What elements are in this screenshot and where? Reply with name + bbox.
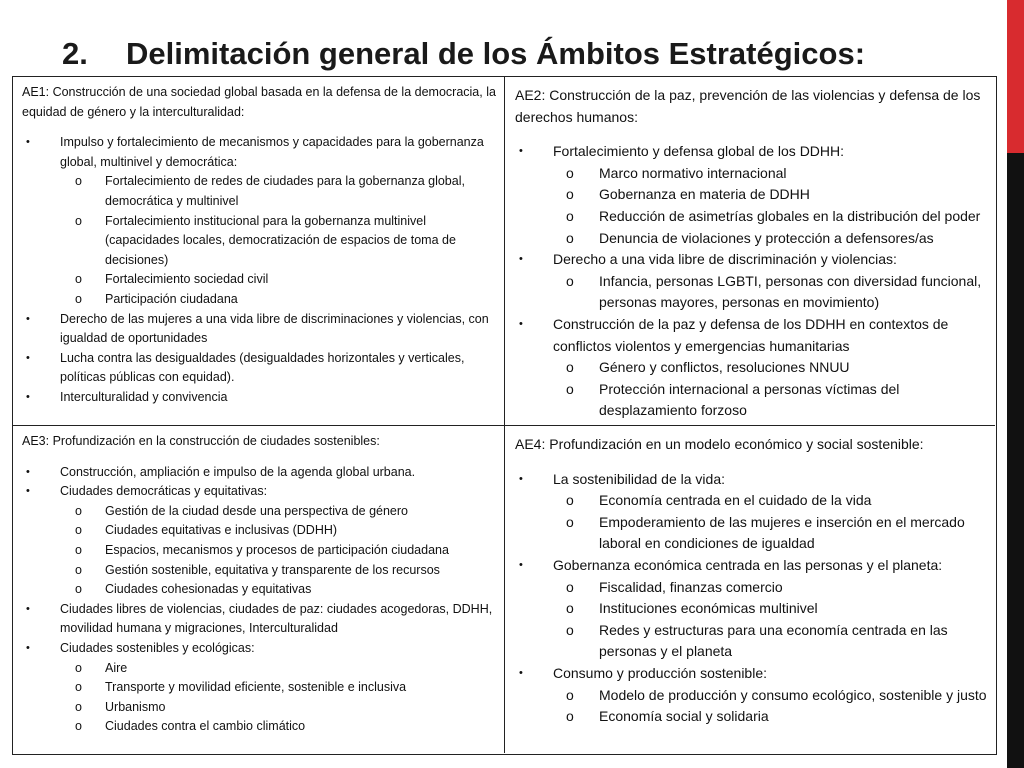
- bullet-item: [22, 310, 496, 349]
- item-text: Economía centrada en el cuidado de la vida: [599, 492, 872, 509]
- cell-ae1: [13, 77, 505, 426]
- cell-ae3: [13, 426, 505, 753]
- sub-bullet-item: [22, 521, 496, 541]
- sub-bullet-icon: o: [566, 600, 574, 617]
- item-text: Aire: [105, 660, 128, 675]
- bullet-item: [22, 639, 496, 659]
- sub-bullet-icon: o: [75, 582, 82, 597]
- sub-bullet-icon: o: [566, 513, 574, 530]
- bullet-icon: •: [519, 472, 523, 485]
- bullet-item: [515, 141, 989, 163]
- sub-bullet-item: [22, 717, 496, 737]
- sub-bullet-item: [22, 502, 496, 522]
- sub-bullet-item: [515, 706, 989, 728]
- item-text: Ciudades contra el cambio climático: [105, 719, 306, 734]
- sub-bullet-icon: o: [566, 708, 574, 725]
- sub-bullet-item: [515, 228, 989, 250]
- item-text: Ciudades sostenibles y ecológicas:: [60, 640, 255, 655]
- item-text: Gestión de la ciudad desde una perspectiva de género: [105, 503, 408, 518]
- cell-ae2: [505, 77, 995, 426]
- cell-ae4: [505, 426, 995, 753]
- bullet-icon: •: [519, 558, 523, 571]
- cell-ae4-content: [505, 426, 995, 728]
- item-text: Urbanismo: [105, 699, 166, 714]
- sub-bullet-icon: o: [566, 578, 574, 595]
- bullet-item: [22, 482, 496, 502]
- sub-bullet-icon: o: [75, 523, 82, 538]
- sub-bullet-item: [22, 270, 496, 290]
- cell-items: [515, 141, 989, 422]
- bullet-icon: •: [26, 641, 30, 654]
- bullet-icon: •: [26, 485, 30, 498]
- sub-bullet-item: [22, 541, 496, 561]
- sub-bullet-icon: o: [75, 174, 82, 189]
- cell-ae3-content: [13, 426, 504, 737]
- sub-bullet-item: [22, 212, 496, 271]
- item-text: Economía social y solidaria: [599, 708, 769, 725]
- bullet-icon: •: [519, 145, 523, 158]
- sub-bullet-item: [515, 490, 989, 512]
- sub-bullet-item: [22, 290, 496, 310]
- sub-bullet-icon: o: [75, 699, 82, 714]
- sub-bullet-item: [515, 357, 989, 379]
- item-text: Ciudades equitativas e inclusivas (DDHH): [105, 523, 338, 538]
- sub-bullet-item: [22, 580, 496, 600]
- cell-items: [22, 463, 496, 737]
- sub-bullet-icon: o: [566, 186, 574, 203]
- sub-bullet-item: [22, 561, 496, 581]
- bullet-item: [515, 249, 989, 271]
- bullet-icon: •: [26, 312, 30, 325]
- item-text: Ciudades cohesionadas y equitativas: [105, 582, 312, 597]
- item-text: Ciudades democráticas y equitativas:: [60, 484, 268, 499]
- bullet-icon: •: [26, 136, 30, 149]
- bullet-icon: •: [519, 253, 523, 266]
- sub-bullet-icon: o: [566, 686, 574, 703]
- item-text: Modelo de producción y consumo ecológico, sostenible y justo: [599, 686, 987, 703]
- item-text: Participación ciudadana: [105, 291, 238, 306]
- item-text: Gobernanza en materia de DDHH: [599, 186, 810, 203]
- bullet-item: [515, 663, 989, 685]
- bullet-item: [22, 349, 496, 388]
- sub-bullet-icon: o: [75, 660, 82, 675]
- sub-bullet-item: [515, 620, 989, 663]
- bullet-item: [515, 314, 989, 357]
- sub-bullet-icon: o: [75, 291, 82, 306]
- bullet-icon: •: [519, 317, 523, 330]
- bullet-item: [22, 463, 496, 483]
- item-text: Fortalecimiento institucional para la gobernanza multinivel (capacidades locales, democratización de espacios de toma de decisiones): [105, 213, 456, 267]
- bullet-icon: •: [519, 666, 523, 679]
- item-text: La sostenibilidad de la vida:: [553, 470, 726, 487]
- sub-bullet-icon: o: [75, 680, 82, 695]
- sub-bullet-item: [22, 659, 496, 679]
- item-text: Interculturalidad y convivencia: [60, 389, 228, 404]
- item-text: Reducción de asimetrías globales en la distribución del poder: [599, 207, 981, 224]
- cell-heading: AE1: Construcción de una sociedad global basada en la defensa de la democracia, la equidad de género y la interculturalidad:: [22, 85, 496, 119]
- item-text: Gobernanza económica centrada en las personas y el planeta:: [553, 556, 943, 573]
- sub-bullet-item: [22, 172, 496, 211]
- slide-title: [62, 36, 865, 72]
- accent-bar-black: [1007, 153, 1024, 768]
- sub-bullet-item: [22, 678, 496, 698]
- item-text: Fiscalidad, finanzas comercio: [599, 578, 783, 595]
- item-text: Infancia, personas LGBTI, personas con diversidad funcional, personas mayores, personas en movimiento): [599, 272, 982, 311]
- sub-bullet-icon: o: [566, 272, 574, 289]
- slide-title-text: Delimitación general de los Ámbitos Estratégicos:: [126, 36, 866, 71]
- item-text: Fortalecimiento sociedad civil: [105, 272, 269, 287]
- item-text: Derecho a una vida libre de discriminación y violencias:: [553, 251, 897, 268]
- sub-bullet-icon: o: [566, 380, 574, 397]
- sub-bullet-item: [515, 685, 989, 707]
- sub-bullet-item: [515, 184, 989, 206]
- cell-items: [22, 133, 496, 407]
- sub-bullet-icon: o: [566, 359, 574, 376]
- sub-bullet-icon: o: [75, 213, 82, 228]
- sub-bullet-icon: o: [566, 621, 574, 638]
- item-text: Fortalecimiento de redes de ciudades para la gobernanza global, democrática y multinivel: [105, 174, 465, 208]
- sub-bullet-icon: o: [75, 562, 82, 577]
- sub-bullet-item: [515, 379, 989, 422]
- item-text: Gestión sostenible, equitativa y transparente de los recursos: [105, 562, 440, 577]
- sub-bullet-item: [515, 206, 989, 228]
- bullet-icon: •: [26, 602, 30, 615]
- slide-title-number: 2.: [62, 36, 88, 71]
- item-text: Espacios, mecanismos y procesos de participación ciudadana: [105, 542, 449, 557]
- sub-bullet-icon: o: [75, 272, 82, 287]
- bullet-item: [22, 388, 496, 408]
- bullet-icon: •: [26, 465, 30, 478]
- item-text: Lucha contra las desigualdades (desigualdades horizontales y verticales, políticas públicas con equidad).: [60, 350, 465, 385]
- bullet-item: [515, 555, 989, 577]
- cell-heading: AE4: Profundización en un modelo económico y social sostenible:: [515, 436, 924, 452]
- item-text: Empoderamiento de las mujeres e inserción en el mercado laboral en condiciones de igualdad: [599, 513, 965, 552]
- sub-bullet-item: [515, 598, 989, 620]
- bullet-item: [22, 600, 496, 639]
- bullet-item: [22, 133, 496, 172]
- sub-bullet-item: [515, 577, 989, 599]
- item-text: Construcción de la paz y defensa de los DDHH en contextos de conflictos violentos y emergencias humanitarias: [553, 315, 949, 354]
- item-text: Fortalecimiento y defensa global de los DDHH:: [553, 143, 845, 160]
- bullet-icon: •: [26, 351, 30, 364]
- item-text: Construcción, ampliación e impulso de la agenda global urbana.: [60, 464, 416, 479]
- bullet-icon: •: [26, 390, 30, 403]
- item-text: Protección internacional a personas víctimas del desplazamiento forzoso: [599, 380, 900, 419]
- sub-bullet-item: [515, 163, 989, 185]
- item-text: Derecho de las mujeres a una vida libre de discriminaciones y violencias, con igualdad de oportunidades: [60, 311, 489, 346]
- sub-bullet-icon: o: [566, 164, 574, 181]
- cell-ae2-content: [505, 77, 995, 422]
- item-text: Ciudades libres de violencias, ciudades de paz: ciudades acogedoras, DDHH, movilidad humana y migraciones, Interculturalidad: [60, 601, 493, 636]
- sub-bullet-icon: o: [75, 719, 82, 734]
- item-text: Consumo y producción sostenible:: [553, 664, 768, 681]
- item-text: Transporte y movilidad eficiente, sostenible e inclusiva: [105, 680, 407, 695]
- sub-bullet-icon: o: [566, 492, 574, 509]
- item-text: Género y conflictos, resoluciones NNUU: [599, 359, 850, 376]
- item-text: Impulso y fortalecimiento de mecanismos y capacidades para la gobernanza global, multinivel y democrática:: [60, 135, 484, 169]
- cell-ae1-content: [13, 77, 504, 408]
- sub-bullet-item: [22, 698, 496, 718]
- sub-bullet-icon: o: [566, 207, 574, 224]
- accent-bar-red: [1007, 0, 1024, 153]
- sub-bullet-icon: o: [75, 503, 82, 518]
- sub-bullet-item: [515, 512, 989, 555]
- cell-items: [515, 469, 989, 728]
- sub-bullet-icon: o: [566, 229, 574, 246]
- cell-heading: AE2: Construcción de la paz, prevención de las violencias y defensa de los derechos humanos:: [515, 87, 981, 125]
- sub-bullet-item: [515, 271, 989, 314]
- strategic-areas-table: [12, 76, 997, 755]
- bullet-item: [515, 469, 989, 491]
- item-text: Redes y estructuras para una economía centrada en las personas y el planeta: [599, 621, 948, 660]
- sub-bullet-icon: o: [75, 542, 82, 557]
- item-text: Marco normativo internacional: [599, 164, 787, 181]
- item-text: Instituciones económicas multinivel: [599, 600, 818, 617]
- cell-heading: AE3: Profundización en la construcción de ciudades sostenibles:: [22, 434, 380, 448]
- item-text: Denuncia de violaciones y protección a defensores/as: [599, 229, 934, 246]
